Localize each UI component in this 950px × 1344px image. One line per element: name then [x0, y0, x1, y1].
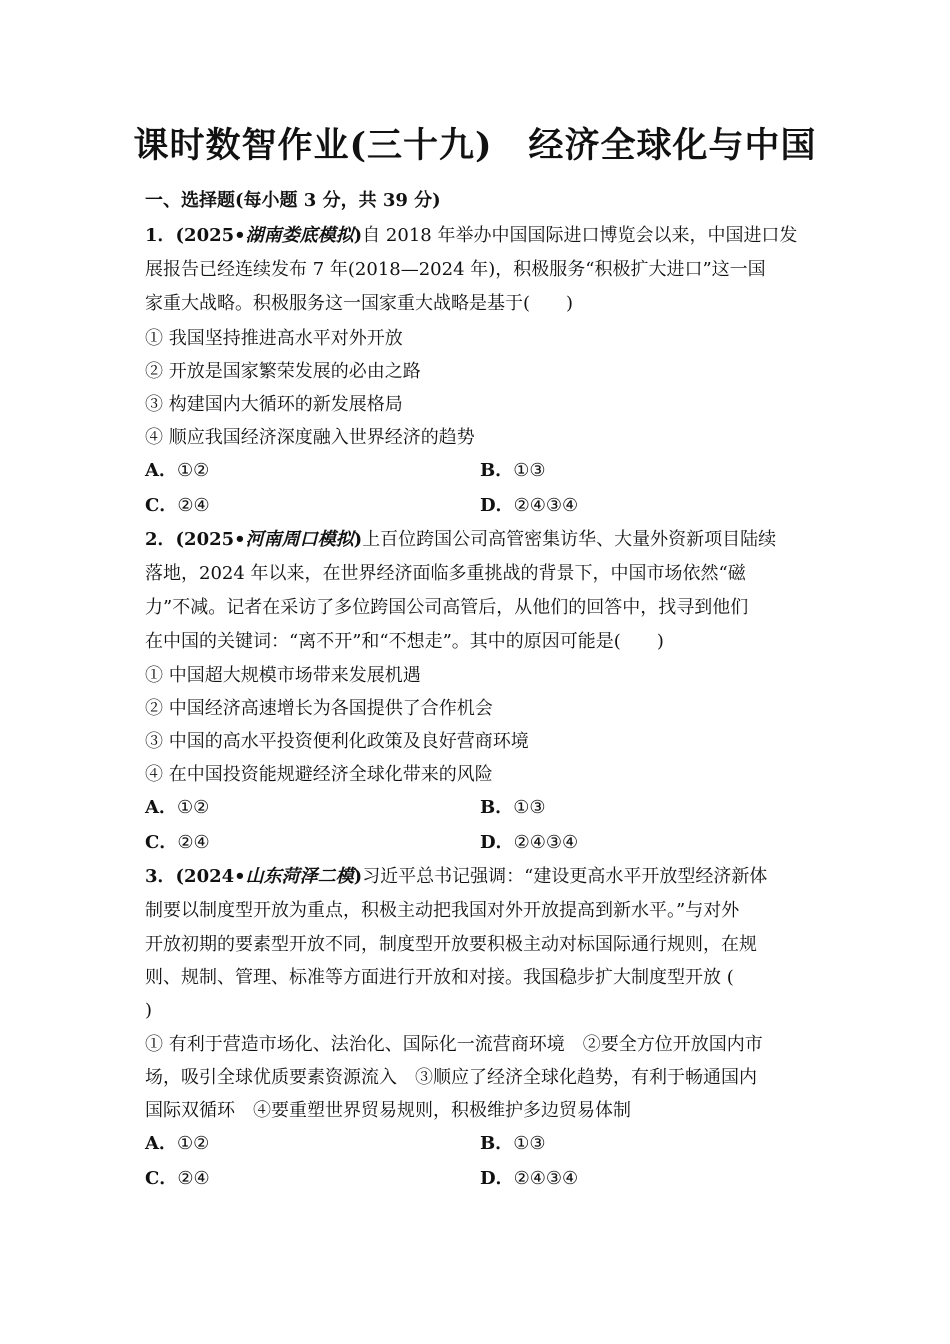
question-3-option-c[interactable]	[145, 1167, 210, 1191]
question-2-line-4: 在中国的关键词：“离不开”和“不想走”。其中的原因可能是( )	[145, 631, 664, 652]
question-1-line-3: 家重大战略。积极服务这一国家重大战略是基于( )	[145, 293, 574, 314]
question-3-item-line-1: ① 有利于营造市场化、法治化、国际化一流营商环境 ②要全方位开放国内市	[145, 1034, 763, 1055]
question-1-option-a[interactable]	[145, 459, 209, 483]
question-1-line-1	[145, 224, 810, 248]
question-1-item-1: ① 我国坚持推进高水平对外开放	[145, 328, 403, 349]
option-label: C．	[145, 1168, 178, 1189]
question-3-line-1	[145, 865, 810, 889]
option-text: ①③	[513, 797, 546, 818]
option-label: B．	[480, 797, 514, 818]
question-3-option-a[interactable]	[145, 1132, 209, 1156]
question-3-line-4: 则、规制、管理、标准等方面进行开放和对接。我国稳步扩大制度型开放 (	[145, 967, 734, 988]
option-text: ①②	[176, 460, 210, 481]
question-3-line-5: )	[145, 1000, 153, 1021]
question-text: 上百位跨国公司高管密集访华、大量外资新项目陆续	[362, 529, 777, 550]
option-text: ②④③④	[513, 495, 579, 516]
option-text: ①③	[513, 1133, 546, 1154]
question-3-item-line-2: 场，吸引全球优质要素资源流入 ③顺应了经济全球化趋势，有利于畅通国内	[145, 1067, 757, 1088]
question-3-line-3: 开放初期的要素型开放不同，制度型开放要积极主动对标国际通行规则，在规	[145, 934, 757, 955]
option-label: A．	[145, 1133, 177, 1154]
question-2-option-a[interactable]	[145, 796, 209, 820]
question-1-option-c[interactable]	[145, 494, 210, 518]
question-2-item-3: ③ 中国的高水平投资便利化政策及良好营商环境	[145, 731, 529, 752]
question-3-item-line-3: 国际双循环 ④要重塑世界贸易规则，积极维护多边贸易体制	[145, 1100, 631, 1121]
question-number: 3．	[145, 866, 176, 887]
option-label: A．	[145, 797, 177, 818]
question-source-close: )	[353, 866, 363, 887]
question-2-option-b[interactable]	[480, 796, 546, 820]
question-3-option-b[interactable]	[480, 1132, 546, 1156]
question-2-item-4: ④ 在中国投资能规避经济全球化带来的风险	[145, 764, 493, 785]
question-2-option-d[interactable]	[480, 831, 578, 855]
question-source-place: 湖南娄底模拟	[245, 225, 354, 246]
question-source-close: )	[353, 529, 363, 550]
question-source-open: (2025•	[175, 225, 246, 246]
question-source-close: )	[353, 225, 363, 246]
page-title: 课时数智作业(三十九) 经济全球化与中国	[133, 125, 817, 166]
question-2-line-2: 落地，2024 年以来，在世界经济面临多重挑战的背景下，中国市场依然“磁	[145, 563, 746, 584]
question-2-item-2: ② 中国经济高速增长为各国提供了合作机会	[145, 698, 493, 719]
question-source-open: (2024•	[175, 866, 246, 887]
question-2-line-3: 力”不减。记者在采访了多位跨国公司高管后，从他们的回答中，找寻到他们	[145, 597, 749, 618]
option-label: C．	[145, 495, 178, 516]
option-text: ②④	[177, 1168, 210, 1189]
option-label: B．	[480, 460, 514, 481]
option-label: D．	[480, 832, 514, 853]
option-text: ②④	[177, 495, 210, 516]
option-text: ②④	[177, 832, 210, 853]
question-source-open: (2025•	[175, 529, 246, 550]
option-text: ②④③④	[513, 832, 579, 853]
option-text: ①②	[176, 1133, 210, 1154]
option-label: D．	[480, 495, 514, 516]
option-label: B．	[480, 1133, 514, 1154]
question-1-option-b[interactable]	[480, 459, 546, 483]
option-text: ②④③④	[513, 1168, 579, 1189]
question-3-option-d[interactable]	[480, 1167, 578, 1191]
question-2-item-1: ① 中国超大规模市场带来发展机遇	[145, 665, 421, 686]
question-source-place: 河南周口模拟	[245, 529, 354, 550]
question-1-item-2: ② 开放是国家繁荣发展的必由之路	[145, 361, 421, 382]
question-1-item-3: ③ 构建国内大循环的新发展格局	[145, 394, 403, 415]
question-1-line-2: 展报告已经连续发布 7 年(2018—2024 年)，积极服务“积极扩大进口”这一国	[145, 259, 766, 280]
option-text: ①③	[513, 460, 546, 481]
question-1-option-d[interactable]	[480, 494, 578, 518]
question-text: 自 2018 年举办中国国际进口博览会以来，中国进口发	[362, 225, 798, 246]
question-source-place: 山东菏泽二模	[245, 866, 354, 887]
option-label: D．	[480, 1168, 514, 1189]
option-label: A．	[145, 460, 177, 481]
question-text: 习近平总书记强调：“建设更高水平开放型经济新体	[362, 866, 768, 887]
question-3-line-2: 制要以制度型开放为重点，积极主动把我国对外开放提高到新水平。”与对外	[145, 900, 740, 921]
question-1-item-4: ④ 顺应我国经济深度融入世界经济的趋势	[145, 427, 475, 448]
question-number: 2．	[145, 529, 176, 550]
option-text: ①②	[176, 797, 210, 818]
section-heading: 一、选择题(每小题 3 分，共 39 分)	[145, 190, 441, 211]
question-2-option-c[interactable]	[145, 831, 210, 855]
question-2-line-1	[145, 528, 810, 552]
option-label: C．	[145, 832, 178, 853]
question-number: 1．	[145, 225, 176, 246]
